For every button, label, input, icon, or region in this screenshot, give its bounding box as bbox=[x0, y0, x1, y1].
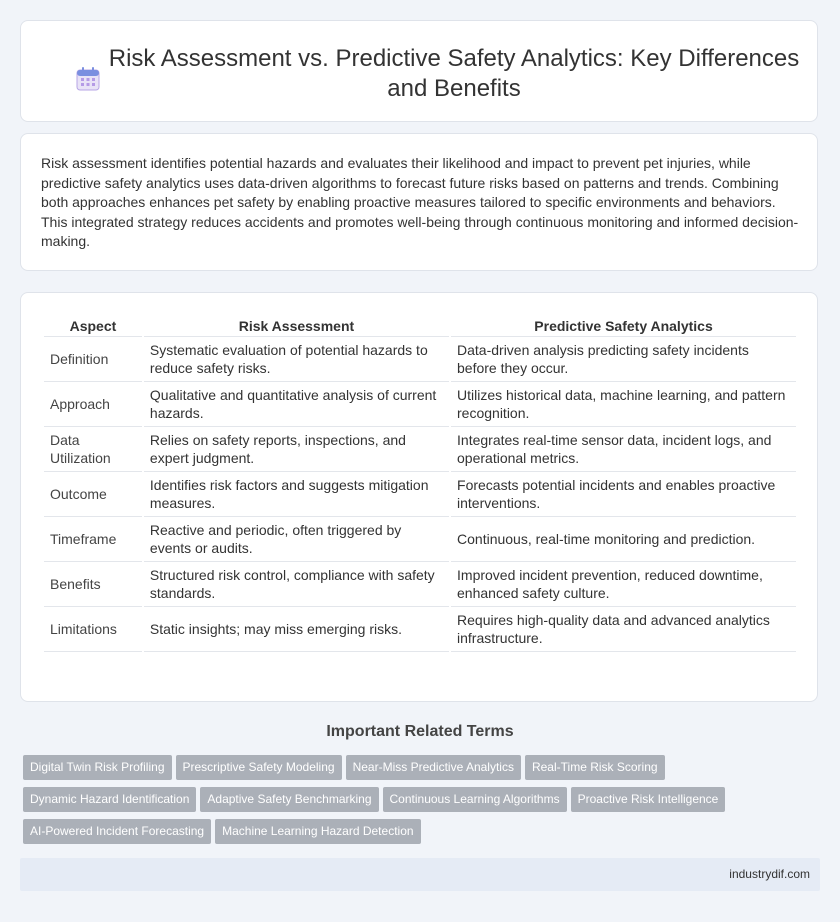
row-risk-assessment: Identifies risk factors and suggests mitigation measures. bbox=[144, 472, 449, 517]
table-row bbox=[44, 562, 796, 607]
related-term-tag[interactable]: Prescriptive Safety Modeling bbox=[176, 755, 342, 780]
row-aspect: Outcome bbox=[44, 472, 142, 517]
table-row bbox=[44, 472, 796, 517]
related-term-tag[interactable]: AI-Powered Incident Forecasting bbox=[23, 819, 211, 844]
related-term-tag[interactable]: Digital Twin Risk Profiling bbox=[23, 755, 172, 780]
row-aspect: Timeframe bbox=[44, 517, 142, 562]
table-row bbox=[44, 517, 796, 562]
related-term-tag[interactable]: Machine Learning Hazard Detection bbox=[215, 819, 420, 844]
row-predictive-analytics: Integrates real-time sensor data, incident logs, and operational metrics. bbox=[451, 427, 796, 472]
row-risk-assessment: Structured risk control, compliance with safety standards. bbox=[144, 562, 449, 607]
row-aspect: Benefits bbox=[44, 562, 142, 607]
row-risk-assessment: Qualitative and quantitative analysis of current hazards. bbox=[144, 382, 449, 427]
related-terms-title: Important Related Terms bbox=[326, 723, 514, 740]
header-risk-assessment: Risk Assessment bbox=[144, 311, 449, 337]
row-aspect: Limitations bbox=[44, 607, 142, 652]
related-terms-list bbox=[23, 755, 783, 851]
header-aspect: Aspect bbox=[44, 311, 142, 337]
row-aspect: Approach bbox=[44, 382, 142, 427]
comparison-table bbox=[42, 311, 798, 652]
row-predictive-analytics: Forecasts potential incidents and enables proactive interventions. bbox=[451, 472, 796, 517]
related-term-tag[interactable]: Real-Time Risk Scoring bbox=[525, 755, 665, 780]
table-header-row bbox=[44, 311, 796, 337]
row-risk-assessment: Reactive and periodic, often triggered by events or audits. bbox=[144, 517, 449, 562]
related-term-tag[interactable]: Proactive Risk Intelligence bbox=[571, 787, 726, 812]
header-predictive-analytics: Predictive Safety Analytics bbox=[451, 311, 796, 337]
page-title: Risk Assessment vs. Predictive Safety Analytics: Key Differences and Benefits bbox=[108, 45, 800, 102]
intro-paragraph: Risk assessment identifies potential hazards and evaluates their likelihood and impact to prevent pet injuries, while predictive safety analytics uses data-driven algorithms to forecast future risks based on patterns and trends. Combining both approaches enhances pet safety by enabling proactive measures tailored to specific environments and behaviors. This integrated strategy reduces accidents and promotes well-being through continuous monitoring and informed decision-making. bbox=[41, 155, 799, 250]
table-row bbox=[44, 427, 796, 472]
row-risk-assessment: Relies on safety reports, inspections, and expert judgment. bbox=[144, 427, 449, 472]
table-row bbox=[44, 607, 796, 652]
row-aspect: Data Utilization bbox=[44, 427, 142, 472]
header-card bbox=[20, 20, 818, 122]
calendar-grid-icon bbox=[75, 66, 101, 92]
intro-card bbox=[20, 133, 818, 271]
row-predictive-analytics: Improved incident prevention, reduced downtime, enhanced safety culture. bbox=[451, 562, 796, 607]
footer-bar bbox=[20, 858, 820, 891]
related-term-tag[interactable]: Dynamic Hazard Identification bbox=[23, 787, 196, 812]
row-predictive-analytics: Utilizes historical data, machine learning, and pattern recognition. bbox=[451, 382, 796, 427]
related-term-tag[interactable]: Near-Miss Predictive Analytics bbox=[346, 755, 521, 780]
comparison-table-card bbox=[20, 292, 818, 702]
row-aspect: Definition bbox=[44, 337, 142, 382]
table-row bbox=[44, 382, 796, 427]
row-risk-assessment: Systematic evaluation of potential hazards to reduce safety risks. bbox=[144, 337, 449, 382]
table-row bbox=[44, 337, 796, 382]
row-predictive-analytics: Requires high-quality data and advanced analytics infrastructure. bbox=[451, 607, 796, 652]
related-term-tag[interactable]: Adaptive Safety Benchmarking bbox=[200, 787, 378, 812]
footer-site-link[interactable]: industrydif.com bbox=[729, 867, 810, 881]
row-risk-assessment: Static insights; may miss emerging risks. bbox=[144, 607, 449, 652]
row-predictive-analytics: Continuous, real-time monitoring and prediction. bbox=[451, 517, 796, 562]
row-predictive-analytics: Data-driven analysis predicting safety incidents before they occur. bbox=[451, 337, 796, 382]
related-term-tag[interactable]: Continuous Learning Algorithms bbox=[383, 787, 567, 812]
